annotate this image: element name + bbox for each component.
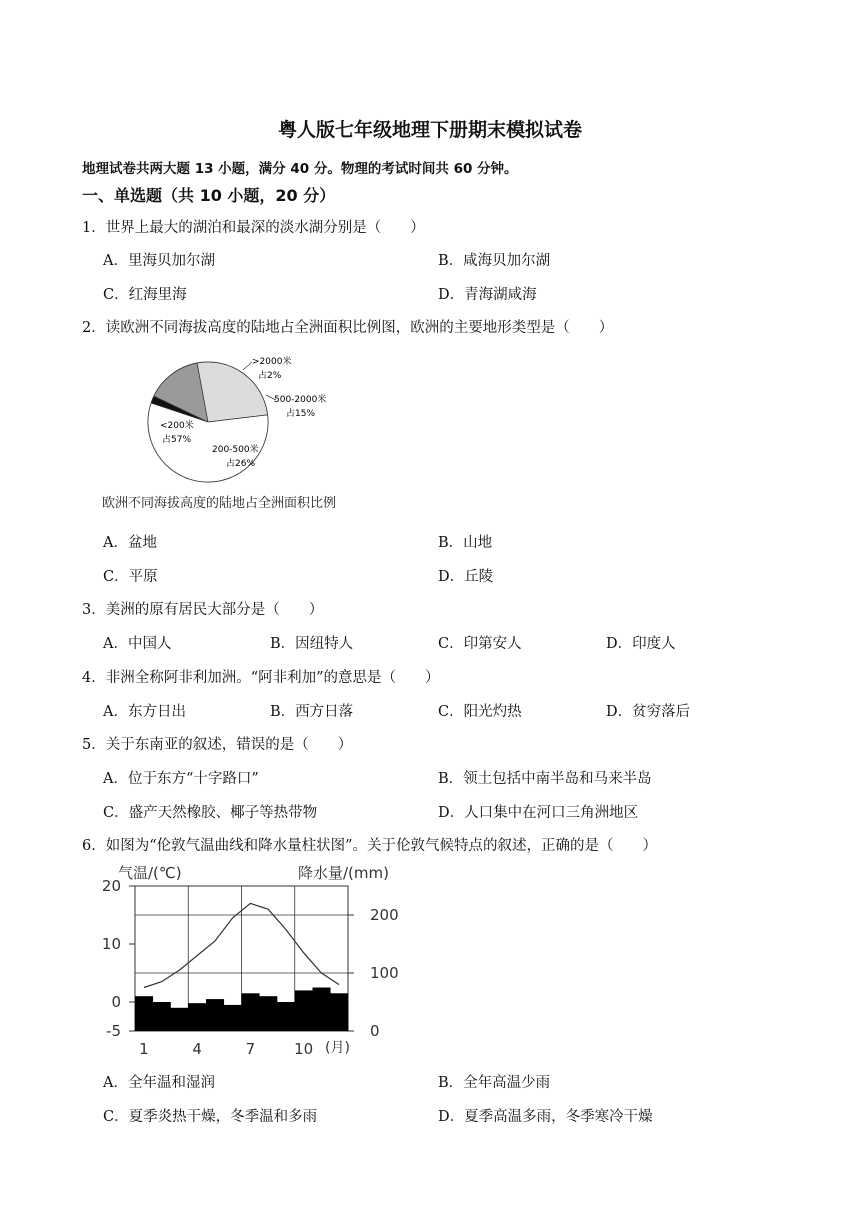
q1-option-c[interactable]: C．红海里海 xyxy=(103,287,187,303)
q6-option-a[interactable]: A．全年温和湿润 xyxy=(103,1075,215,1091)
question-6-stem: 6．如图为“伦敦气温曲线和降水量柱状图”。关于伦敦气候特点的叙述，正确的是（ ） xyxy=(82,838,658,854)
pie-share-500-2000: 占15% xyxy=(286,409,316,419)
q5-option-c[interactable]: C．盛产天然橡胶、椰子等热带物 xyxy=(103,805,318,821)
right-tick-label: 0 xyxy=(370,1022,380,1040)
exam-intro: 地理试卷共两大题 13 小题，满分 40 分。物理的考试时间共 60 分钟。 xyxy=(82,161,518,177)
x-tick-label: 10 xyxy=(294,1040,314,1058)
question-3-stem: 3．美洲的原有居民大部分是（ ） xyxy=(82,602,324,618)
section-heading: 一、单选题（共 10 小题，20 分） xyxy=(82,186,336,205)
q5-option-d[interactable]: D．人口集中在河口三角洲地区 xyxy=(438,805,639,821)
pie-label-over-2000: >2000米 xyxy=(252,357,292,367)
q2-option-c[interactable]: C．平原 xyxy=(103,569,158,585)
q3-option-c[interactable]: C．印第安人 xyxy=(438,636,522,652)
q4-option-c[interactable]: C．阳光灼热 xyxy=(438,704,522,720)
x-tick-label: 1 xyxy=(139,1040,149,1058)
q6-option-b[interactable]: B．全年高温少雨 xyxy=(438,1075,551,1091)
right-tick-label: 100 xyxy=(370,964,399,982)
right-tick-label: 200 xyxy=(370,906,399,924)
pie-caption: 欧洲不同海拔高度的陆地占全洲面积比例 xyxy=(102,496,337,511)
left-axis-label: 气温/(℃) xyxy=(118,864,182,882)
q1-option-b[interactable]: B．咸海贝加尔湖 xyxy=(438,253,551,269)
right-axis-label: 降水量/(mm) xyxy=(298,864,389,882)
q4-option-d[interactable]: D．贫穷落后 xyxy=(606,704,691,720)
left-tick-label: 10 xyxy=(101,935,121,953)
pie-chart xyxy=(100,350,360,490)
pie-share-over-2000: 占2% xyxy=(258,371,282,381)
precipitation-bar xyxy=(259,996,277,1031)
precipitation-bar xyxy=(313,988,331,1032)
q1-option-d[interactable]: D．青海湖咸海 xyxy=(438,287,537,303)
x-tick-label: 4 xyxy=(192,1040,202,1058)
q2-option-a[interactable]: A．盆地 xyxy=(103,535,157,551)
pie-share-200-500: 占26% xyxy=(226,459,256,469)
q5-option-a[interactable]: A．位于东方“十字路口” xyxy=(103,771,259,787)
q6-option-c[interactable]: C．夏季炎热干燥，冬季温和多雨 xyxy=(103,1109,318,1125)
climate-chart xyxy=(90,858,400,1058)
page-title: 粤人版七年级地理下册期末模拟试卷 xyxy=(277,119,582,141)
pie-label-under-200: <200米 xyxy=(160,421,194,431)
precipitation-bar xyxy=(188,1003,206,1031)
precipitation-bar xyxy=(295,990,313,1031)
precipitation-bar xyxy=(277,1002,295,1031)
left-tick-label: 20 xyxy=(101,877,121,895)
q2-option-d[interactable]: D．丘陵 xyxy=(438,569,494,585)
q4-option-b[interactable]: B．西方日落 xyxy=(270,704,354,720)
q3-option-a[interactable]: A．中国人 xyxy=(103,636,172,652)
q6-option-d[interactable]: D．夏季高温多雨，冬季寒冷干燥 xyxy=(438,1109,653,1125)
question-5-stem: 5．关于东南亚的叙述，错误的是（ ） xyxy=(82,737,353,753)
q2-option-b[interactable]: B．山地 xyxy=(438,535,493,551)
question-1-stem: 1．世界上最大的湖泊和最深的淡水湖分别是（ ） xyxy=(82,220,425,236)
precipitation-bar xyxy=(153,1002,171,1031)
q3-option-b[interactable]: B．因纽特人 xyxy=(270,636,354,652)
pie-label-500-2000: 500-2000米 xyxy=(274,395,327,405)
q5-option-b[interactable]: B．领土包括中南半岛和马来半岛 xyxy=(438,771,652,787)
q4-option-a[interactable]: A．东方日出 xyxy=(103,704,186,720)
precipitation-bar xyxy=(330,993,348,1031)
question-4-stem: 4．非洲全称阿非利加洲。“阿非利加”的意思是（ ） xyxy=(82,670,440,686)
precipitation-bar xyxy=(171,1008,189,1031)
q3-option-d[interactable]: D．印度人 xyxy=(606,636,676,652)
left-tick-label: 0 xyxy=(111,993,121,1011)
question-2-stem: 2．读欧洲不同海拔高度的陆地占全洲面积比例图，欧洲的主要地形类型是（ ） xyxy=(82,320,614,336)
left-tick-label: -5 xyxy=(106,1022,121,1040)
pie-share-under-200: 占57% xyxy=(162,435,192,445)
precipitation-bar xyxy=(206,999,224,1031)
pie-slice-200-500 xyxy=(197,362,267,422)
precipitation-bar xyxy=(135,996,153,1031)
q1-option-a[interactable]: A．里海贝加尔湖 xyxy=(103,253,215,269)
x-tick-label: 7 xyxy=(245,1040,256,1058)
precipitation-bar xyxy=(224,1005,242,1031)
x-axis-unit: (月) xyxy=(325,1040,350,1056)
pie-label-200-500: 200-500米 xyxy=(212,445,259,455)
precipitation-bar xyxy=(242,993,260,1031)
